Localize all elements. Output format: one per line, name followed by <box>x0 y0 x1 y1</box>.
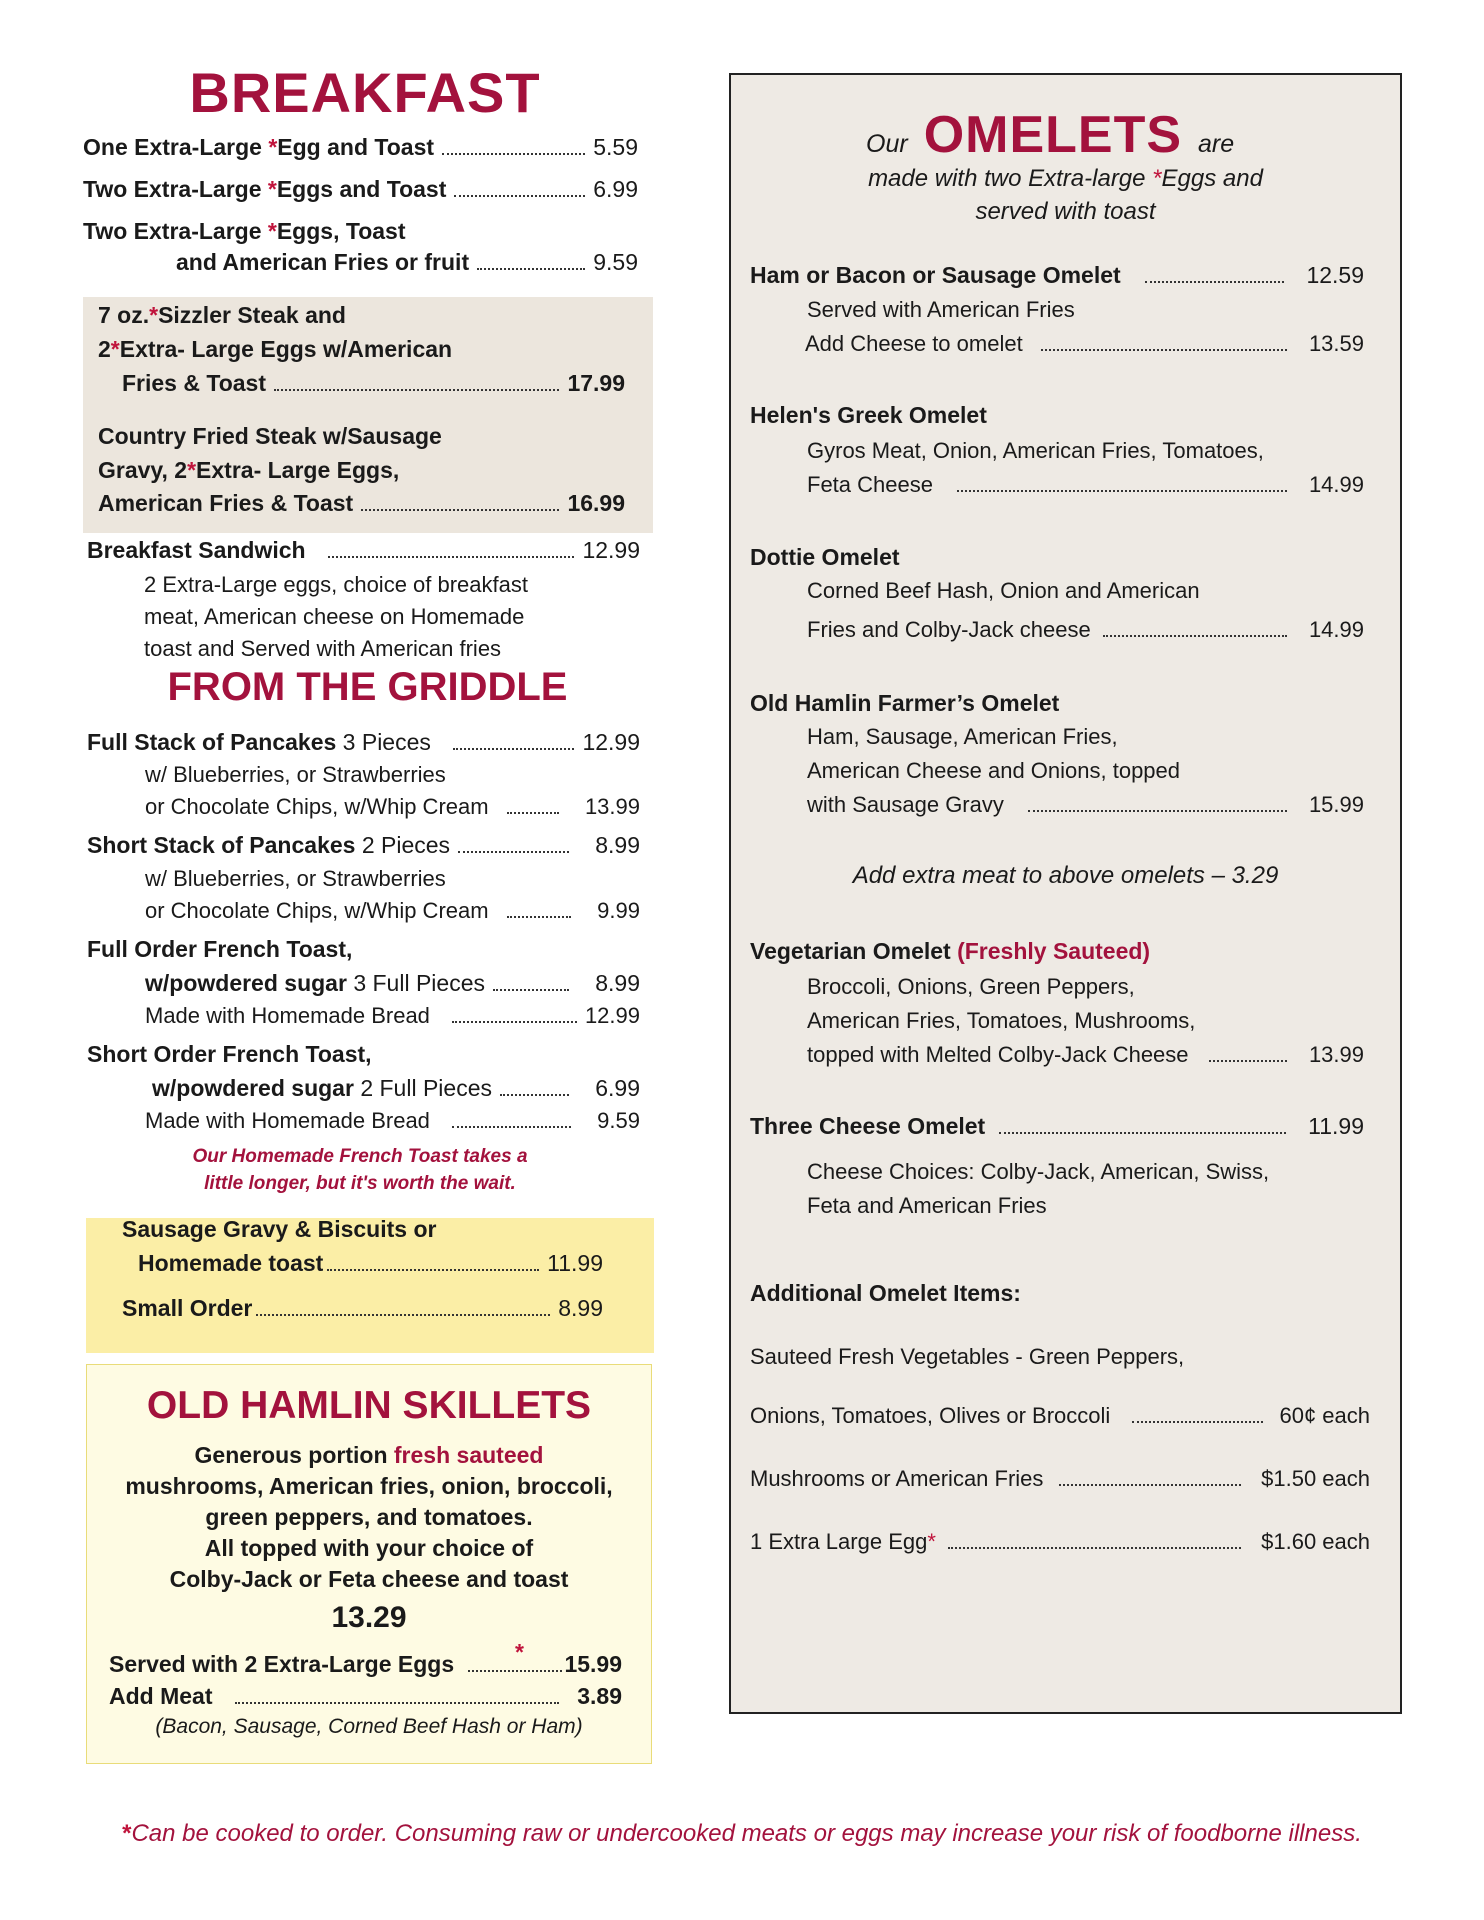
menu-item-two-eggs <box>83 176 638 203</box>
dot-leader <box>1209 1060 1287 1062</box>
item-price: 14.99 <box>1308 472 1364 497</box>
dot-leader <box>493 989 569 991</box>
omelets-sub-1: made with two Extra-large *Eggs and <box>868 165 1263 192</box>
item-price: 13.99 <box>584 794 640 819</box>
veg-omelet-desc-3: topped with Melted Colby-Jack Cheese 13.99 <box>807 1042 1364 1067</box>
additional-line-2: Onions, Tomatoes, Olives or Broccoli 60¢ each <box>750 1403 1370 1428</box>
ham-omelet-cheese: Add Cheese to omelet 13.59 <box>805 331 1364 356</box>
item-price: 8.99 <box>595 970 640 996</box>
three-cheese-desc-2: Feta and American Fries <box>807 1193 1047 1218</box>
star-icon: * <box>515 1639 524 1665</box>
dot-leader <box>500 1094 569 1096</box>
additional-line-4: 1 Extra Large Egg* $1.60 each <box>750 1529 1370 1554</box>
item-price: 6.99 <box>593 176 638 202</box>
omelets-sub-2: served with toast <box>975 198 1156 225</box>
dot-leader <box>468 1670 562 1672</box>
item-price: 16.99 <box>567 490 625 516</box>
farmer-omelet-desc-1: Ham, Sausage, American Fries, <box>807 724 1118 749</box>
item-price: $1.50 each <box>1261 1466 1370 1491</box>
item-price: 11.99 <box>1308 1113 1364 1139</box>
additional-title: Additional Omelet Items: <box>750 1280 1021 1306</box>
short-french-homemade: Made with Homemade Bread 9.59 <box>145 1108 640 1133</box>
skillets-desc-4: All topped with your choice of <box>204 1535 534 1561</box>
steak-line1: 7 oz. * Sizzler Steak and <box>98 302 346 328</box>
breakfast-sandwich: Breakfast Sandwich 12.99 <box>87 537 640 563</box>
extra-meat-note: Add extra meat to above omelets – 3.29 <box>852 862 1279 889</box>
item-price: 17.99 <box>567 370 625 396</box>
steak-line2: 2 * Extra- Large Eggs w/American <box>98 336 453 362</box>
dot-leader <box>1041 349 1287 351</box>
veg-omelet-desc-2: American Fries, Tomatoes, Mushrooms, <box>807 1008 1196 1033</box>
farmer-omelet: Old Hamlin Farmer’s Omelet <box>750 690 1060 716</box>
item-price: 9.59 <box>597 1108 640 1133</box>
dottie-omelet: Dottie Omelet <box>750 544 900 570</box>
steak-line3: Fries & Toast 17.99 <box>122 370 625 396</box>
country-line3: American Fries & Toast 16.99 <box>98 490 625 516</box>
griddle-title: FROM THE GRIDDLE <box>167 665 568 709</box>
item-price: 9.59 <box>593 249 638 275</box>
item-price: $1.60 each <box>1261 1529 1370 1554</box>
full-french-sugar: w/powdered sugar 3 Full Pieces 8.99 <box>145 970 640 996</box>
gravy-small: Small Order 8.99 <box>122 1295 603 1321</box>
item-name: and American Fries or fruit <box>176 249 470 275</box>
item-price: 12.99 <box>582 537 640 563</box>
full-stack: Full Stack of Pancakes 3 Pieces 12.99 <box>87 729 640 755</box>
item-price: 15.99 <box>564 1651 622 1677</box>
full-french-toast: Full Order French Toast, <box>87 936 353 962</box>
dottie-omelet-desc-2: Fries and Colby-Jack cheese 14.99 <box>807 617 1364 642</box>
full-stack-desc: w/ Blueberries, or Strawberries <box>145 762 446 787</box>
omelets-title: OMELETS <box>923 106 1183 164</box>
dot-leader <box>361 509 559 511</box>
skillets-meat: Add Meat 3.89 <box>109 1683 622 1709</box>
ham-omelet: Ham or Bacon or Sausage Omelet 12.59 <box>750 262 1364 288</box>
short-stack-upgrade: or Chocolate Chips, w/Whip Cream 9.99 <box>145 898 640 923</box>
skillets-desc-2: mushrooms, American fries, onion, broccoli, <box>125 1473 613 1499</box>
dot-leader <box>452 1021 577 1023</box>
item-price: 6.99 <box>595 1075 640 1101</box>
skillets-price: 13.29 <box>331 1601 407 1634</box>
dottie-omelet-desc: Corned Beef Hash, Onion and American <box>807 578 1200 603</box>
sandwich-desc-2: meat, American cheese on Homemade <box>144 604 525 629</box>
item-price: 9.99 <box>597 898 640 923</box>
sandwich-desc-1: 2 Extra-Large eggs, choice of breakfast <box>144 572 528 597</box>
dot-leader <box>1059 1484 1241 1486</box>
dot-leader <box>454 195 585 197</box>
dot-leader <box>453 748 575 750</box>
dot-leader <box>507 812 559 814</box>
skillets-desc-3: green peppers, and tomatoes. <box>205 1504 533 1530</box>
short-french-toast: Short Order French Toast, <box>87 1041 372 1067</box>
item-price: 60¢ each <box>1279 1403 1370 1428</box>
item-price: 12.99 <box>584 1003 640 1028</box>
breakfast-title: BREAKFAST <box>189 61 541 124</box>
skillets-title: OLD HAMLIN SKILLETS <box>146 1384 592 1427</box>
gravy-line2: Homemade toast 11.99 <box>138 1250 603 1276</box>
dot-leader <box>452 1126 571 1128</box>
dot-leader <box>328 556 575 558</box>
dot-leader <box>1028 810 1287 812</box>
greek-omelet: Helen's Greek Omelet <box>750 402 987 428</box>
additional-line-1: Sauteed Fresh Vegetables - Green Peppers, <box>750 1344 1185 1369</box>
dot-leader <box>477 268 585 270</box>
menu-item-two-eggs-fries-line1 <box>83 218 406 245</box>
three-cheese-omelet: Three Cheese Omelet 11.99 <box>750 1113 1364 1139</box>
farmer-omelet-desc-2: American Cheese and Onions, topped <box>807 758 1181 783</box>
veg-omelet-desc-1: Broccoli, Onions, Green Peppers, <box>807 974 1135 999</box>
item-price: 12.99 <box>582 729 640 755</box>
additional-line-3: Mushrooms or American Fries $1.50 each <box>750 1466 1370 1491</box>
item-price: 14.99 <box>1308 617 1364 642</box>
dot-leader <box>442 153 585 155</box>
menu-item-two-eggs-fries-line2 <box>176 249 638 276</box>
skillets-meat-note: (Bacon, Sausage, Corned Beef Hash or Ham) <box>155 1715 583 1738</box>
item-price: 5.59 <box>593 134 638 160</box>
skillets-eggs: Served with 2 Extra-Large Eggs * 15.99 <box>109 1639 622 1677</box>
item-price: 8.99 <box>595 832 640 858</box>
dot-leader <box>327 1269 539 1271</box>
dot-leader <box>1103 635 1287 637</box>
footer-disclaimer: *Can be cooked to order. Consuming raw or undercooked meats or eggs may increase your risk of foodborne illness. <box>122 1820 1362 1847</box>
full-stack-upgrade: or Chocolate Chips, w/Whip Cream 13.99 <box>145 794 640 819</box>
item-name: Two Extra-Large *Eggs and Toast <box>83 176 447 202</box>
skillets-desc-5: Colby-Jack or Feta cheese and toast <box>169 1566 569 1592</box>
item-price: 13.99 <box>1308 1042 1364 1067</box>
greek-omelet-feta: Feta Cheese 14.99 <box>807 472 1364 497</box>
item-price: 12.59 <box>1306 262 1364 288</box>
sandwich-desc-3: toast and Served with American fries <box>144 636 502 661</box>
skillets-desc-1: Generous portion fresh sauteed <box>194 1442 544 1468</box>
item-price: 15.99 <box>1308 792 1364 817</box>
dot-leader <box>1145 281 1285 283</box>
ham-omelet-desc: Served with American Fries <box>807 297 1075 322</box>
dot-leader <box>235 1702 560 1704</box>
dot-leader <box>948 1547 1241 1549</box>
omelets-heading: Our OMELETS are <box>866 106 1235 164</box>
dot-leader <box>274 389 559 391</box>
item-price: 11.99 <box>547 1250 603 1276</box>
item-name: One Extra-Large *Egg and Toast <box>83 134 435 160</box>
french-toast-note-1: Our Homemade French Toast takes a <box>192 1146 528 1167</box>
country-line2: Gravy, 2 * Extra- Large Eggs, <box>98 457 400 483</box>
greek-omelet-desc: Gyros Meat, Onion, American Fries, Tomatoes, <box>807 438 1264 463</box>
menu-item-one-egg <box>83 134 638 161</box>
full-french-homemade: Made with Homemade Bread 12.99 <box>145 1003 640 1028</box>
short-stack: Short Stack of Pancakes 2 Pieces 8.99 <box>87 832 640 858</box>
dot-leader <box>256 1314 550 1316</box>
item-name: Two Extra-Large *Eggs, Toast <box>83 218 406 244</box>
farmer-omelet-desc-3: with Sausage Gravy 15.99 <box>807 792 1364 817</box>
three-cheese-desc-1: Cheese Choices: Colby-Jack, American, Swiss, <box>807 1159 1270 1184</box>
item-price: 8.99 <box>558 1295 603 1321</box>
french-toast-note-2: little longer, but it's worth the wait. <box>204 1173 516 1194</box>
veg-omelet: Vegetarian Omelet (Freshly Sauteed) <box>750 938 1151 964</box>
short-stack-desc: w/ Blueberries, or Strawberries <box>145 866 446 891</box>
dot-leader <box>957 490 1287 492</box>
dot-leader <box>507 916 572 918</box>
country-line1: Country Fried Steak w/Sausage <box>98 423 442 449</box>
dot-leader <box>999 1132 1286 1134</box>
short-french-sugar: w/powdered sugar 2 Full Pieces 6.99 <box>152 1075 640 1101</box>
dot-leader <box>458 851 569 853</box>
gravy-line1: Sausage Gravy & Biscuits or <box>122 1216 437 1242</box>
item-price: 3.89 <box>577 1683 622 1709</box>
item-price: 13.59 <box>1308 331 1364 356</box>
dot-leader <box>1132 1421 1263 1423</box>
